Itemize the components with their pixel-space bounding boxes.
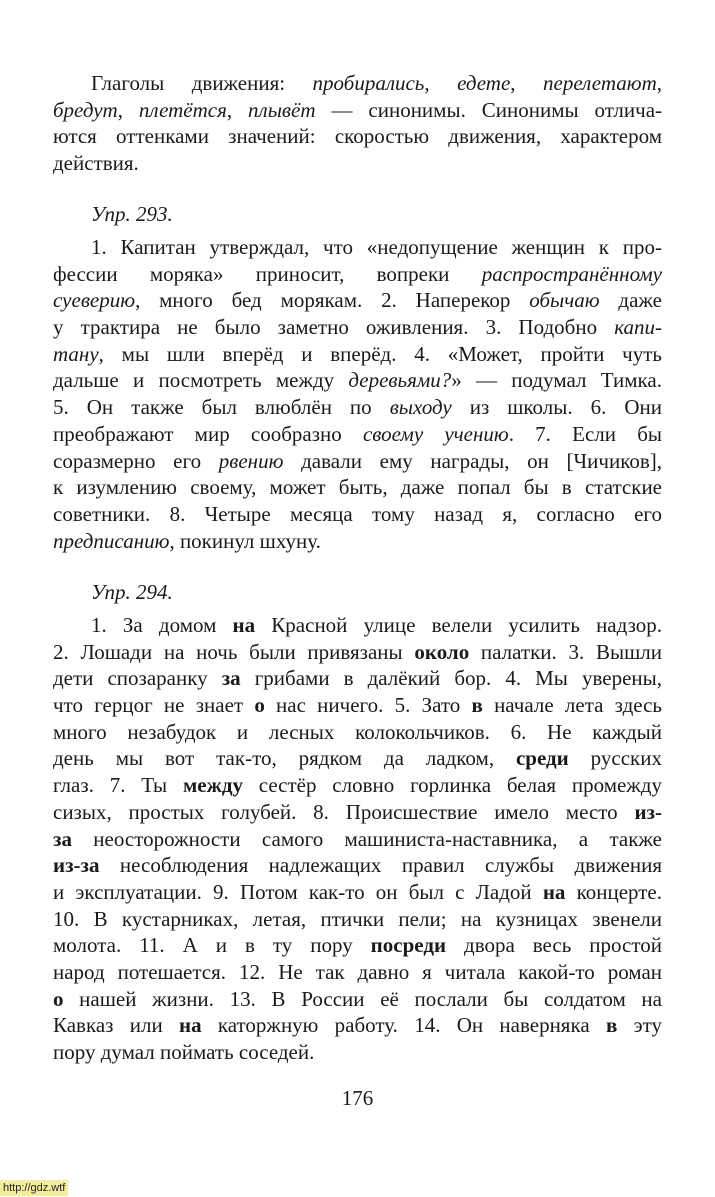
text-segment: фессии моряка» приносит, вопреки [53, 261, 482, 286]
text-segment: народ потешается. 12. Не так давно я читала какой-то роман [53, 959, 662, 984]
bold-preposition: в [471, 693, 483, 718]
text-line [53, 719, 662, 746]
text-line [53, 612, 662, 639]
text-segment: 5. Он также был влюблён по [53, 395, 390, 420]
text-segment: грибами в далёкий бор. 4. Мы уверены, [240, 666, 663, 691]
text-segment: день мы вот так-то, рядком да ладком, [53, 746, 516, 771]
text-segment: , [226, 97, 249, 122]
text-segment: у трактира не было заметно оживления. 3. Подобно [53, 315, 615, 340]
text-line [53, 97, 662, 124]
bold-preposition: среди [515, 746, 569, 771]
text-segment: много незабудок и лесных колокольчиков. 6. Не каждый [53, 719, 662, 744]
italic-word: рвению [218, 448, 284, 473]
text-segment: Кавказ или [53, 1013, 179, 1038]
text-line [53, 70, 662, 97]
text-segment: » — подумал Тимка. [451, 368, 662, 393]
text-segment: неосторожности самого машиниста-наставника, а также [71, 826, 662, 851]
bold-preposition: посреди [370, 933, 447, 958]
footer-link[interactable]: http://gdz.wtf [0, 1180, 68, 1196]
text-line [53, 234, 662, 261]
italic-word: перелетают [543, 71, 657, 95]
text-line [53, 879, 662, 906]
text-line [53, 639, 662, 666]
text-segment: советники. 8. Четыре месяца тому назад я, согласно его [53, 501, 662, 526]
text-line [53, 394, 662, 421]
bold-preposition: около [414, 639, 470, 664]
text-line [53, 341, 662, 368]
italic-word: плетётся [138, 97, 227, 122]
italic-word: обычаю [529, 288, 600, 313]
text-segment: двора весь простой [446, 933, 662, 958]
italic-word: пробирались [312, 71, 425, 95]
italic-word: предписанию [53, 528, 170, 553]
text-segment: Красной улице велели усилить надзор. [255, 613, 662, 637]
italic-word: распространённому [481, 261, 662, 286]
text-segment: из школы. 6. Они [451, 395, 663, 420]
text-line [53, 314, 662, 341]
text-segment: нашей жизни. 13. В России её послали бы солдатом на [63, 986, 662, 1011]
bold-preposition: на [542, 879, 566, 904]
text-line [53, 287, 662, 314]
text-segment: и эксплуатации. 9. Потом как-то он был с Ладой [53, 879, 543, 904]
italic-word: капи- [614, 315, 662, 340]
page-number: 176 [341, 1086, 374, 1110]
text-segment: к изумлению своему, может быть, даже попал бы в статские [53, 475, 662, 500]
text-line [53, 772, 662, 799]
text-segment: молота. 11. А и в ту пору [53, 933, 371, 958]
text-segment: концерте. [565, 879, 663, 904]
text-line [53, 852, 662, 879]
text-segment: , [656, 71, 662, 95]
text-segment: , много бед морякам. 2. Наперекор [135, 288, 530, 313]
bold-preposition: за [221, 666, 241, 691]
text-segment: нас ничего. 5. Зато [264, 693, 472, 718]
italic-word: суеверию [53, 288, 136, 313]
bold-preposition: в [605, 1013, 618, 1038]
italic-word: деревьями? [348, 368, 452, 393]
bold-preposition: о [53, 986, 64, 1011]
text-segment: ются оттенками значений: скоростью движения, характером [53, 124, 662, 149]
text-segment: 1. За домом [91, 613, 233, 637]
text-line [53, 448, 662, 475]
text-segment: дальше и посмотреть между [53, 368, 349, 393]
text-segment: русских [568, 746, 662, 771]
text-line [53, 421, 662, 448]
text-segment: , [510, 71, 543, 95]
text-line [53, 959, 662, 986]
text-line [53, 745, 662, 772]
text-segment: начале лета здесь [482, 693, 663, 718]
text-segment: давали ему награды, он [Чичиков], [283, 448, 662, 473]
text-segment: палатки. 3. Вышли [469, 639, 662, 664]
text-segment: преображают мир сообразно [53, 421, 363, 446]
text-segment: сестёр словно горлинка белая промежду [242, 773, 662, 798]
text-line [53, 799, 662, 826]
text-segment: даже [599, 288, 662, 313]
text-segment: дети спозаранку [53, 666, 222, 691]
text-segment: действия. [53, 151, 139, 176]
bold-preposition: из-за [53, 853, 100, 878]
italic-word: едете [457, 71, 511, 95]
text-line [53, 501, 662, 528]
text-line [53, 986, 662, 1013]
text-line [53, 932, 662, 959]
text-segment: пору думал поймать соседей. [53, 1040, 315, 1064]
text-segment: 2. Лошади на ночь были привязаны [53, 639, 415, 664]
bold-preposition: за [53, 826, 72, 851]
italic-word: выходу [389, 395, 452, 420]
paragraph-verbs-of-motion [53, 70, 662, 177]
text-line [53, 692, 662, 719]
text-segment: Глаголы движения: [91, 71, 313, 95]
bold-preposition: на [178, 1013, 202, 1038]
text-segment: , [424, 71, 458, 95]
bold-preposition: о [254, 693, 265, 718]
italic-word: плывёт [248, 97, 316, 122]
text-line [53, 906, 662, 933]
text-line [53, 528, 662, 555]
text-segment: глаз. 7. Ты [53, 773, 183, 798]
text-segment: — синонимы. Синонимы отлича- [315, 97, 663, 122]
exercise-293-heading: Упр. 293. [91, 202, 173, 226]
text-segment: эту [617, 1013, 662, 1038]
text-segment: , мы шли вперёд и вперёд. 4. «Может, пройти чуть [98, 341, 662, 366]
text-line [53, 665, 662, 692]
text-line [53, 1039, 662, 1066]
bold-preposition: из- [634, 799, 662, 824]
text-line [53, 826, 662, 853]
text-line [53, 150, 662, 177]
italic-word: бредут [53, 97, 118, 122]
text-segment: , [117, 97, 139, 122]
italic-word: своему учению [362, 421, 509, 446]
text-line [53, 367, 662, 394]
text-line [53, 474, 662, 501]
text-segment: несоблюдения надлежащих правил службы движения [99, 853, 662, 878]
bold-preposition: между [182, 773, 243, 798]
text-segment: 10. В кустарниках, летая, птички пели; на кузницах звенели [53, 906, 662, 931]
text-segment: , покинул шхуну. [169, 528, 321, 553]
exercise-294-text [53, 612, 662, 1066]
text-segment: сизых, простых голубей. 8. Происшествие имело место [53, 799, 635, 824]
exercise-293-text [53, 234, 662, 554]
text-segment: . 7. Если бы [508, 421, 662, 446]
bold-preposition: на [232, 613, 256, 637]
text-line [53, 261, 662, 288]
italic-word: тану [53, 341, 99, 366]
text-line [53, 1012, 662, 1039]
text-segment: 1. Капитан утверждал, что «недопущение женщин к про- [91, 235, 662, 259]
text-segment: каторжную работу. 14. Он наверняка [201, 1013, 606, 1038]
text-segment: что герцог не знает [53, 693, 255, 718]
text-segment: соразмерно его [53, 448, 219, 473]
text-line [53, 123, 662, 150]
exercise-294-heading: Упр. 294. [91, 580, 173, 604]
